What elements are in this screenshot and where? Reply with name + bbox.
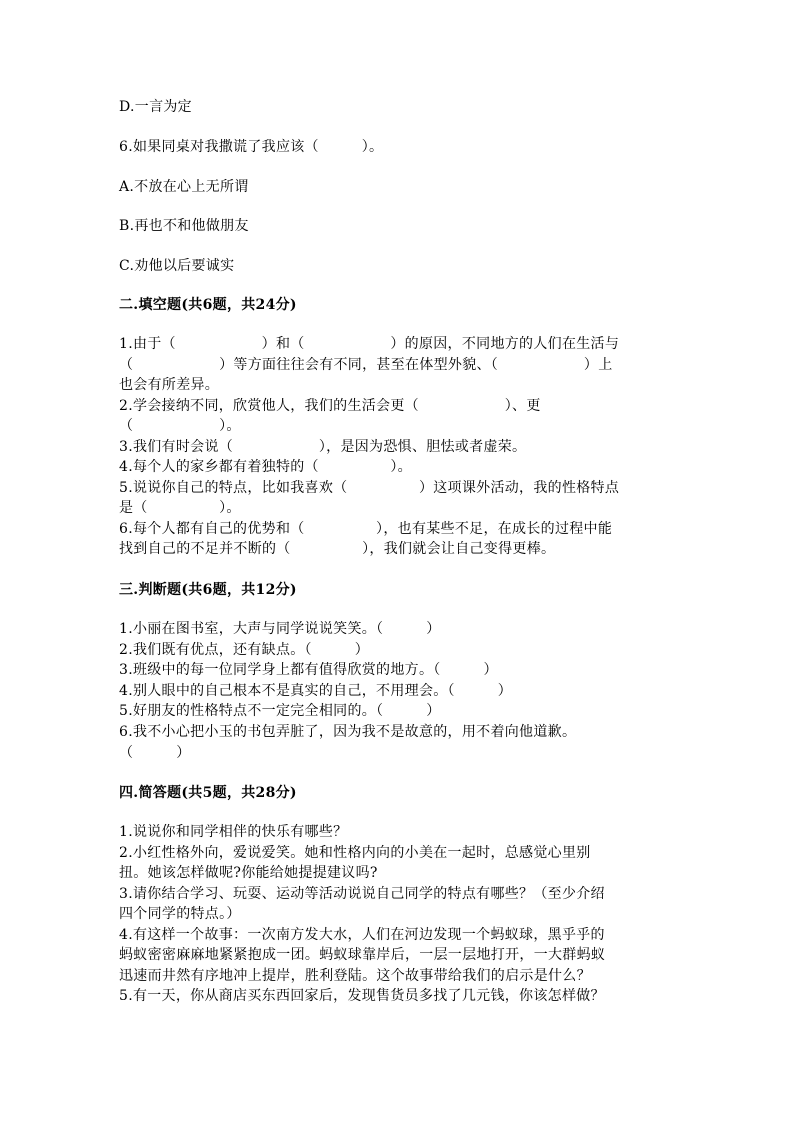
- fill-blank-line: 6.每个人都有自己的优势和（ ），也有某些不足，在成长的过程中能: [119, 521, 613, 537]
- short-answer-line: 5.有一天，你从商店买东西回家后，发现售货员多找了几元钱，你该怎样做？: [119, 988, 605, 1004]
- short-answer-line: 蚂蚁密密麻麻地紧紧抱成一团。蚂蚁球靠岸后，一层一层地打开，一大群蚂蚁: [119, 947, 606, 963]
- short-answer-line: 四个同学的特点。）: [119, 906, 241, 922]
- fill-blank-line: 1.由于（ ）和（ ）的原因，不同地方的人们在生活与: [119, 336, 620, 352]
- q6-option-c: C.劝他以后要诚实: [119, 258, 235, 274]
- short-answer-line: 迅速而井然有序地冲上提岸，胜利登陆。这个故事带给我们的启示是什么？: [119, 968, 591, 984]
- q5-option-d: D.一言为定: [119, 99, 192, 115]
- q6-option-a: A.不放在心上无所谓: [119, 179, 249, 195]
- fill-blank-line: 也会有所差异。: [119, 377, 220, 393]
- fill-blank-line: 是（ ）。: [119, 500, 241, 516]
- judgement-line: 3.班级中的每一位同学身上都有值得欣赏的地方。（ ）: [119, 662, 498, 678]
- short-answer-line: 扭。她该怎样做呢?你能给她提提建议吗?: [119, 865, 378, 881]
- section-heading-short-answer: 四.简答题(共5题，共28分): [119, 785, 297, 801]
- fill-blank-line: 2.学会接纳不同，欣赏他人，我们的生活会更（ ）、更: [119, 398, 541, 414]
- judgement-line: 4.别人眼中的自己根本不是真实的自己，不用理会。（ ）: [119, 683, 513, 699]
- judgement-line: 6.我不小心把小玉的书包弄脏了，因为我不是故意的，用不着向他道歉。: [119, 724, 577, 740]
- fill-blank-line: （ ）。: [119, 418, 241, 434]
- short-answer-line: 1.说说你和同学相伴的快乐有哪些？: [119, 824, 348, 840]
- fill-blank-line: 4.每个人的家乡都有着独特的（ ）。: [119, 459, 412, 475]
- fill-blank-line: 找到自己的不足并不断的（ ），我们就会让自己变得更棒。: [119, 541, 556, 557]
- judgement-line: 5.好朋友的性格特点不一定完全相同的。（ ）: [119, 703, 441, 719]
- fill-blank-line: 5.说说你自己的特点，比如我喜欢（ ）这项课外活动，我的性格特点: [119, 480, 620, 496]
- section-heading-fill-blank: 二.填空题(共6题，共24分): [119, 297, 297, 313]
- q6-option-b: B.再也不和他做朋友: [119, 218, 249, 234]
- judgement-line: 1.小丽在图书室，大声与同学说说笑笑。（ ）: [119, 621, 441, 637]
- judgement-line: 2.我们既有优点，还有缺点。（ ）: [119, 642, 370, 658]
- judgement-line: （ ）: [119, 745, 191, 761]
- section-heading-judgement: 三.判断题(共6题，共12分): [119, 582, 297, 598]
- fill-blank-line: 3.我们有时会说（ ），是因为恐惧、胆怯或者虚荣。: [119, 439, 527, 455]
- q6-question: 6.如果同桌对我撒谎了我应该（ ）。: [119, 139, 384, 155]
- short-answer-line: 3.请你结合学习、玩耍、运动等活动说说自己同学的特点有哪些？（至少介绍: [119, 886, 605, 902]
- fill-blank-line: （ ）等方面往往会有不同，甚至在体型外貌、（ ）上: [119, 357, 613, 373]
- short-answer-line: 4.有这样一个故事：一次南方发大水，人们在河边发现一个蚂蚁球，黑乎乎的: [119, 927, 605, 943]
- short-answer-line: 2.小红性格外向，爱说爱笑。她和性格内向的小美在一起时，总感觉心里别: [119, 845, 591, 861]
